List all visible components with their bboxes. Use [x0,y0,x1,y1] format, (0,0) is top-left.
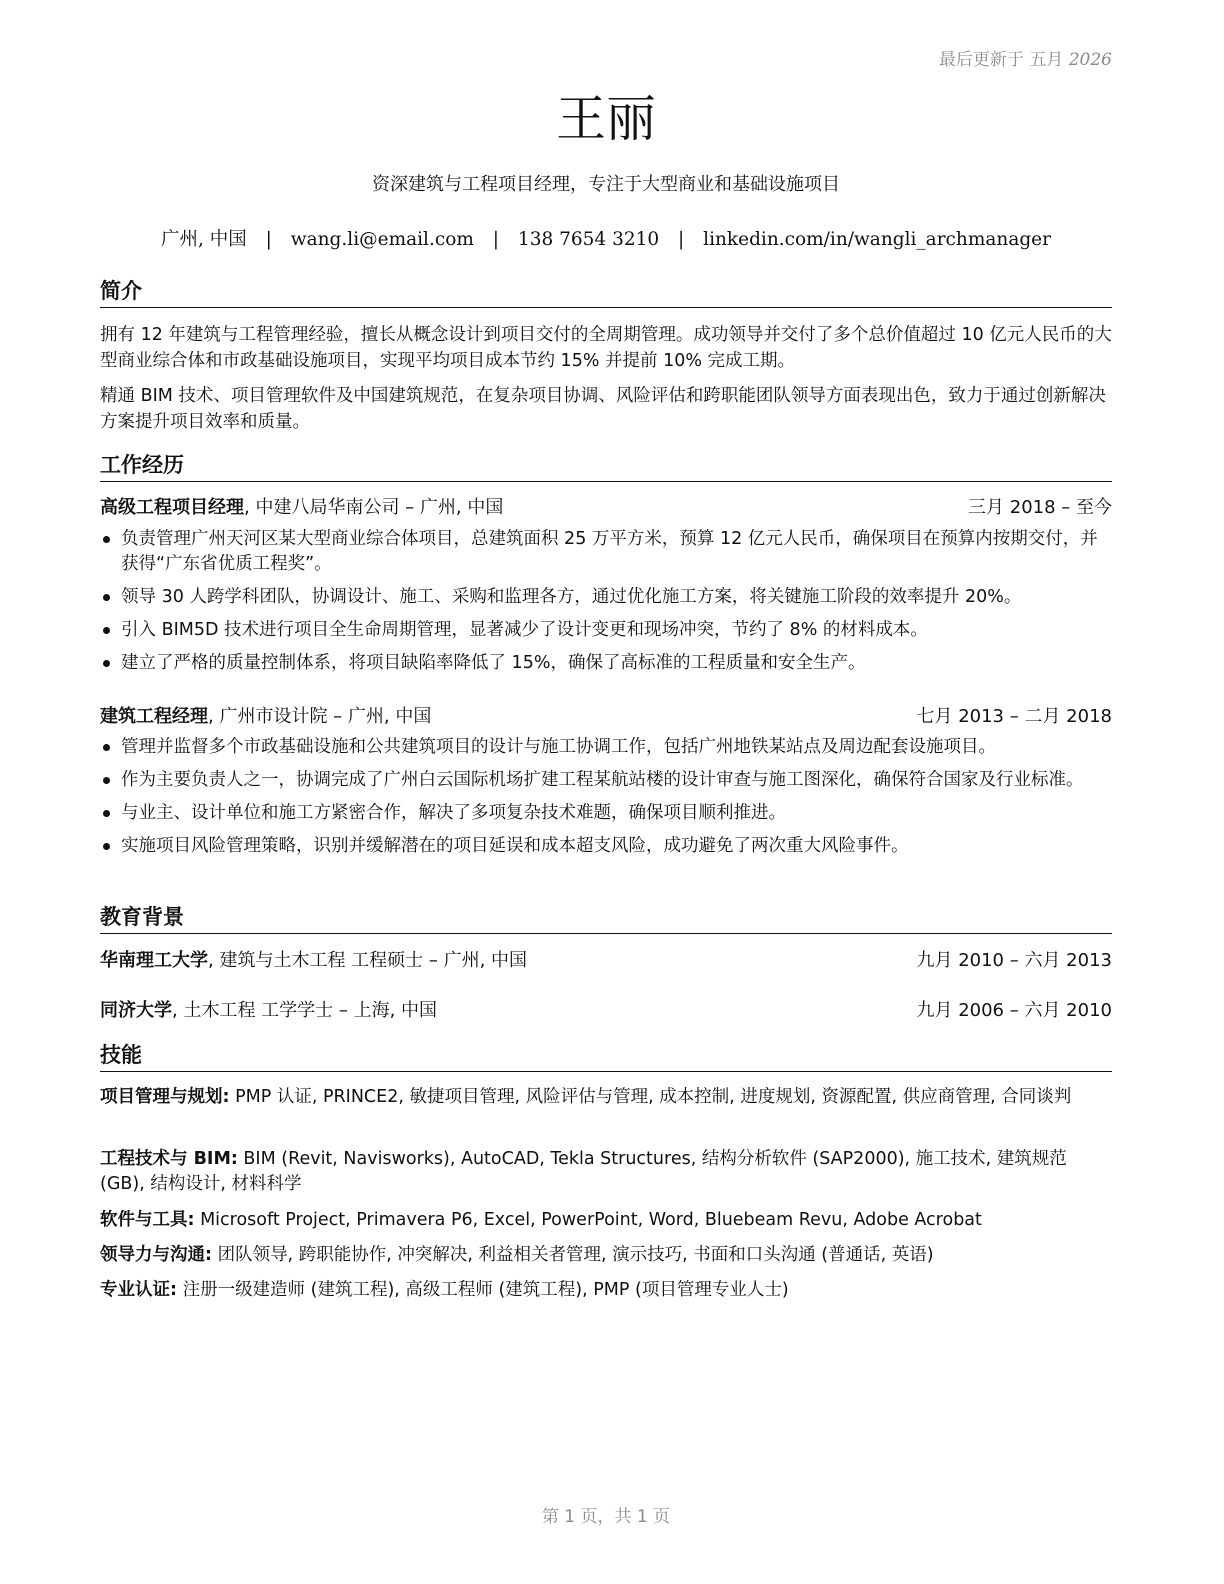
job-title-org [100,704,431,730]
last-updated-year: 2026 [1068,50,1112,70]
job-date: 七月 2013 – 二月 2018 [916,706,1112,727]
skill-text: Microsoft Project, Primavera P6, Excel, PowerPoint, Word, Bluebeam Revu, Adobe Acrobat [194,1210,982,1230]
section-title-education: 教育背景 [100,903,1112,934]
section-title-summary: 简介 [100,277,1112,308]
skill-text: PMP 认证, PRINCE2, 敏捷项目管理, 风险评估与管理, 成本控制, 进度规划, 资源配置, 供应商管理, 合同谈判 [229,1087,1072,1107]
skill-label: 专业认证: [100,1280,177,1300]
job-header [100,495,1112,521]
skill-line [100,1278,1112,1303]
contact-phone: 138 7654 3210 [517,229,660,250]
education-entry [100,998,1112,1024]
contact-email-link[interactable]: wang.li@email.com [290,229,474,250]
job-bullets [100,735,1112,867]
job-role: 建筑工程经理 [100,706,208,727]
education-date: 九月 2006 – 六月 2010 [916,1000,1112,1021]
list-item: 领导 30 人跨学科团队，协调设计、施工、采购和监理各方，通过优化施工方案，将关键施工阶段的效率提升 20%。 [100,585,1112,610]
education-entry [100,948,1112,974]
job-header [100,704,1112,730]
list-item: 实施项目风险管理策略，识别并缓解潜在的项目延误和成本超支风险，成功避免了两次重大风险事件。 [100,834,1112,859]
education-detail: , 土木工程 工学学士 – 上海, 中国 [172,1000,438,1021]
education-school: 华南理工大学 [100,950,208,971]
skill-text: 注册一级建造师 (建筑工程), 高级工程师 (建筑工程), PMP (项目管理专业人士) [177,1280,789,1300]
tagline: 资深建筑与工程项目经理，专注于大型商业和基础设施项目 [372,174,840,195]
skill-line [100,1085,1112,1110]
education-detail: , 建筑与土木工程 工程硕士 – 广州, 中国 [208,950,528,971]
list-item: 与业主、设计单位和施工方紧密合作，解决了多项复杂技术难题，确保项目顺利推进。 [100,801,1112,826]
list-item: 管理并监督多个市政基础设施和公共建筑项目的设计与施工协调工作，包括广州地铁某站点及周边配套设施项目。 [100,735,1112,760]
job-bullets [100,527,1112,684]
skill-line [100,1243,1112,1268]
skill-text: 团队领导, 跨职能协作, 冲突解决, 利益相关者管理, 演示技巧, 书面和口头沟通 (普通话, 英语) [212,1245,934,1265]
summary-paragraph: 拥有 12 年建筑与工程管理经验，擅长从概念设计到项目交付的全周期管理。成功领导并交付了多个总价值超过 10 亿元人民币的大型商业综合体和市政基础设施项目，实现平均项目成本节约 15% 并提前 10% 完成工期。 [100,325,1112,371]
summary-paragraph: 精通 BIM 技术、项目管理软件及中国建筑规范，在复杂项目协调、风险评估和跨职能团队领导方面表现出色，致力于通过创新解决方案提升项目效率和质量。 [100,386,1106,432]
list-item: 建立了严格的质量控制体系，将项目缺陷率降低了 15%，确保了高标准的工程质量和安全生产。 [100,651,1112,676]
resume-page [100,0,1112,1584]
job-role: 高级工程项目经理 [100,497,244,518]
list-item: 负责管理广州天河区某大型商业综合体项目，总建筑面积 25 万平方米，预算 12 亿元人民币，确保项目在预算内按期交付，并获得“广东省优质工程奖”。 [100,527,1112,577]
education-school: 同济大学 [100,1000,172,1021]
list-item: 引入 BIM5D 技术进行项目全生命周期管理，显著减少了设计变更和现场冲突，节约了 8% 的材料成本。 [100,618,1112,643]
job-title-org [100,495,503,521]
section-title-skills: 技能 [100,1041,1112,1072]
contact-location: 广州, 中国 [161,229,247,250]
skill-label: 工程技术与 BIM: [100,1149,238,1169]
job-org: , 广州市设计院 – 广州, 中国 [208,706,432,727]
contact-separator: | [678,229,685,250]
job-date: 三月 2018 – 至今 [968,497,1112,518]
skill-label: 项目管理与规划: [100,1087,230,1107]
skill-label: 软件与工具: [100,1210,195,1230]
education-date: 九月 2010 – 六月 2013 [916,950,1112,971]
contact-linkedin-link[interactable]: linkedin.com/in/wangli_archmanager [703,229,1051,250]
page-number: 第 1 页，共 1 页 [541,1507,671,1527]
skill-label: 领导力与沟通: [100,1245,212,1265]
skill-line [100,1147,1112,1197]
contact-separator: | [265,229,272,250]
contact-line [100,225,1112,251]
contact-separator: | [492,229,500,250]
list-item: 作为主要负责人之一，协调完成了广州白云国际机场扩建工程某航站楼的设计审查与施工图深化，确保符合国家及行业标准。 [100,768,1112,793]
job-org: , 中建八局华南公司 – 广州, 中国 [244,497,504,518]
last-updated-month: 五月 [1029,50,1064,70]
last-updated [939,45,1112,70]
skill-text: BIM (Revit, Navisworks), AutoCAD, Tekla Structures, 结构分析软件 (SAP2000), 施工技术, 建筑规范 (GB), 结构设计, 材料科学 [100,1149,1067,1194]
skill-line [100,1208,1112,1233]
person-name: 王丽 [556,90,656,148]
last-updated-label: 最后更新于 [938,50,1024,70]
section-title-experience: 工作经历 [100,451,1112,482]
